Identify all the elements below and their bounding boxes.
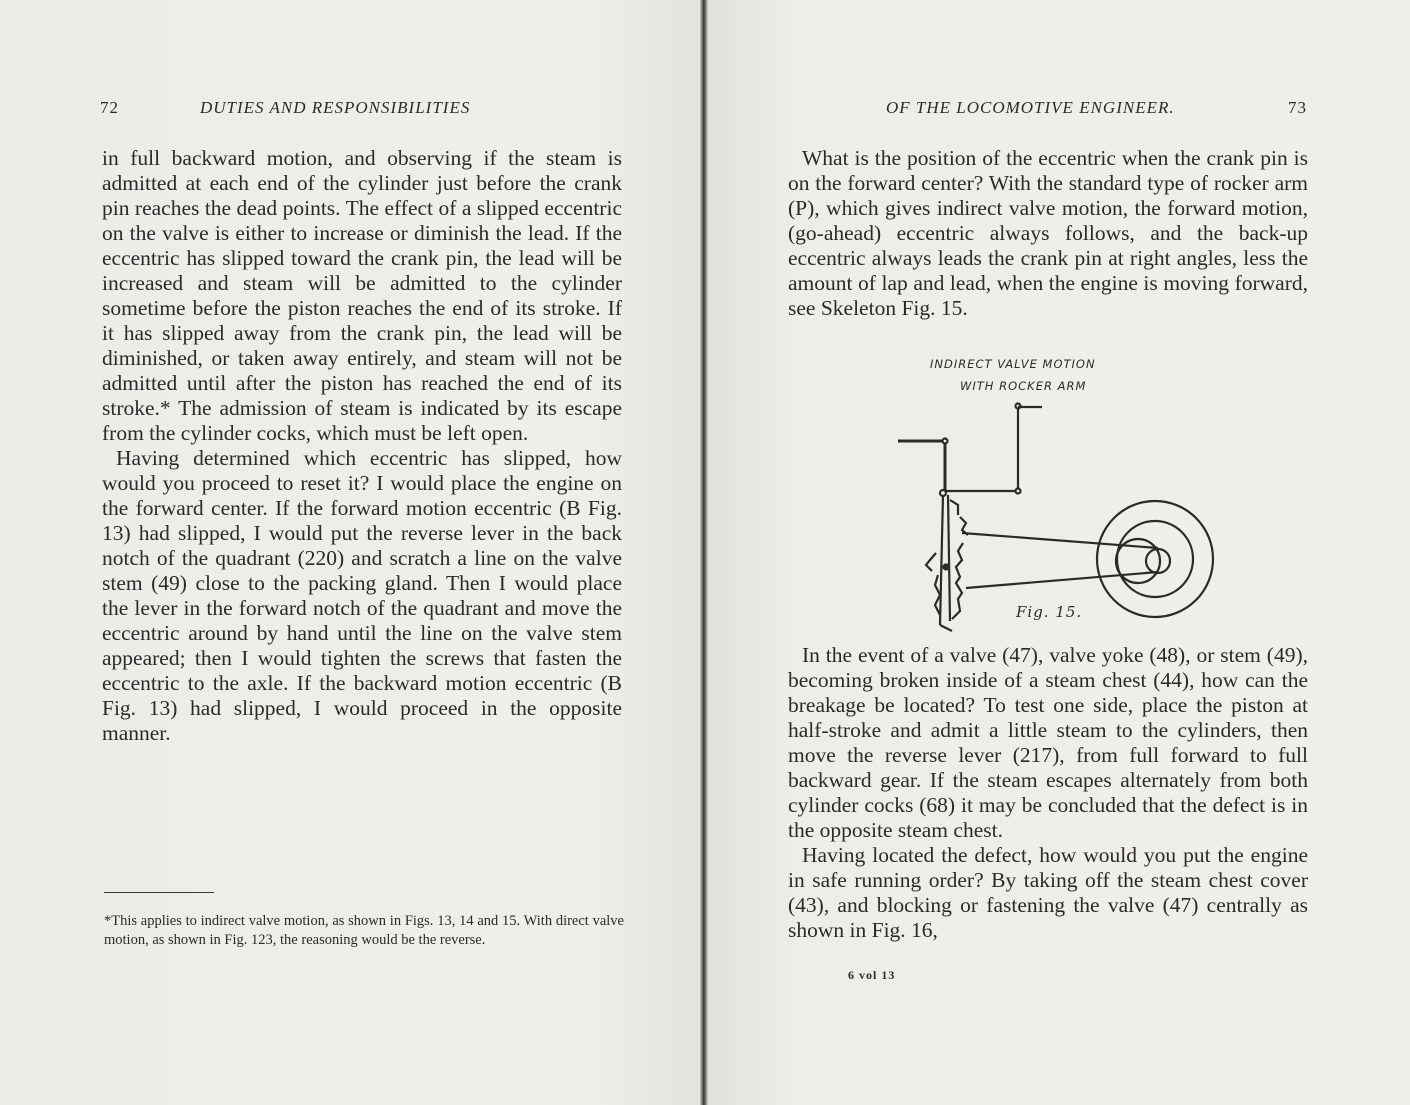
figure-15 (780, 355, 1310, 645)
figure-caption-line-1: INDIRECT VALVE MOTION (930, 357, 1096, 371)
footnote: *This applies to indirect valve motion, as shown in Figs. 13, 14 and 15. With direct valve motion, as shown in Fig. 123, the reasoning would be the reverse. (104, 913, 624, 948)
right-body-text-bottom (788, 643, 1308, 943)
left-paragraph-1: in full backward motion, and observing if the steam is admitted at each end of the cylinder just before the crank pin reaches the dead points. The effect of a slipped eccentric on the valve is either to increase or diminish the lead. If the eccentric has slipped toward the crank pin, the lead will be increased and steam will be admitted to the cylinder sometime before the piston reaches the end of its stroke. If it has slipped away from the crank pin, the lead will be diminished, or taken away entirely, and steam will not be admitted until after the piston has reached the end of its stroke.* The admission of steam is indicated by its escape from the cylinder cocks, which must be left open. (102, 146, 622, 445)
left-paragraph-2: Having determined which eccentric has slipped, how would you proceed to reset it? I would place the engine on the forward center. If the forward motion eccentric (B Fig. 13) had slipped, I would put the reverse lever in the back notch of the quadrant (220) and scratch a line on the valve stem (49) close to the packing gland. Then I would place the lever in the forward notch of the quadrant and move the eccentric around by hand until the line on the valve stem appeared; then I would tighten the screws that fasten the eccentric to the axle. If the backward motion eccentric (B Fig. 13) had slipped, I would proceed in the opposite manner. (102, 446, 622, 745)
right-page-number: 73 (1288, 98, 1307, 117)
right-body-text-top (788, 146, 1308, 321)
left-running-head (100, 98, 530, 122)
right-paragraph-3: Having located the defect, how would you put the engine in safe running order? By taking off the steam chest cover (43), and blocking or fastening the valve (47) centrally as shown in Fig. 16, (788, 843, 1308, 942)
right-paragraph-1: What is the position of the eccentric when the crank pin is on the forward center? With the standard type of rocker arm (P), which gives indirect valve motion, the forward motion, (go-ahead) eccentric always follows, and the back-up eccentric always leads the crank pin at right angles, less the amount of lap and lead, when the engine is moving forward, see Skeleton Fig. 15. (788, 146, 1308, 320)
right-running-head (886, 98, 1326, 122)
printer-signature: 6 vol 13 (848, 968, 896, 982)
footnote-rule (104, 892, 214, 893)
left-page-number: 72 (100, 98, 119, 117)
right-running-title: OF THE LOCOMOTIVE ENGINEER. (886, 98, 1175, 117)
book-gutter (700, 0, 708, 1105)
left-page (0, 0, 700, 1105)
valve-motion-diagram (780, 355, 1310, 645)
left-running-title: DUTIES AND RESPONSIBILITIES (200, 98, 471, 117)
figure-caption-line-2: WITH ROCKER ARM (960, 379, 1087, 393)
right-paragraph-2: In the event of a valve (47), valve yoke (48), or stem (49), becoming broken inside of a steam chest (44), how can the breakage be located? To test one side, place the piston at half-stroke and admit a little steam to the cylinders, then move the reverse lever (217), from full forward to full backward gear. If the steam escapes alternately from both cylinder cocks (68) it may be concluded that the defect is in the opposite steam chest. (788, 643, 1308, 842)
left-body-text (102, 146, 622, 746)
figure-label: Fig. 15. (1016, 603, 1083, 621)
